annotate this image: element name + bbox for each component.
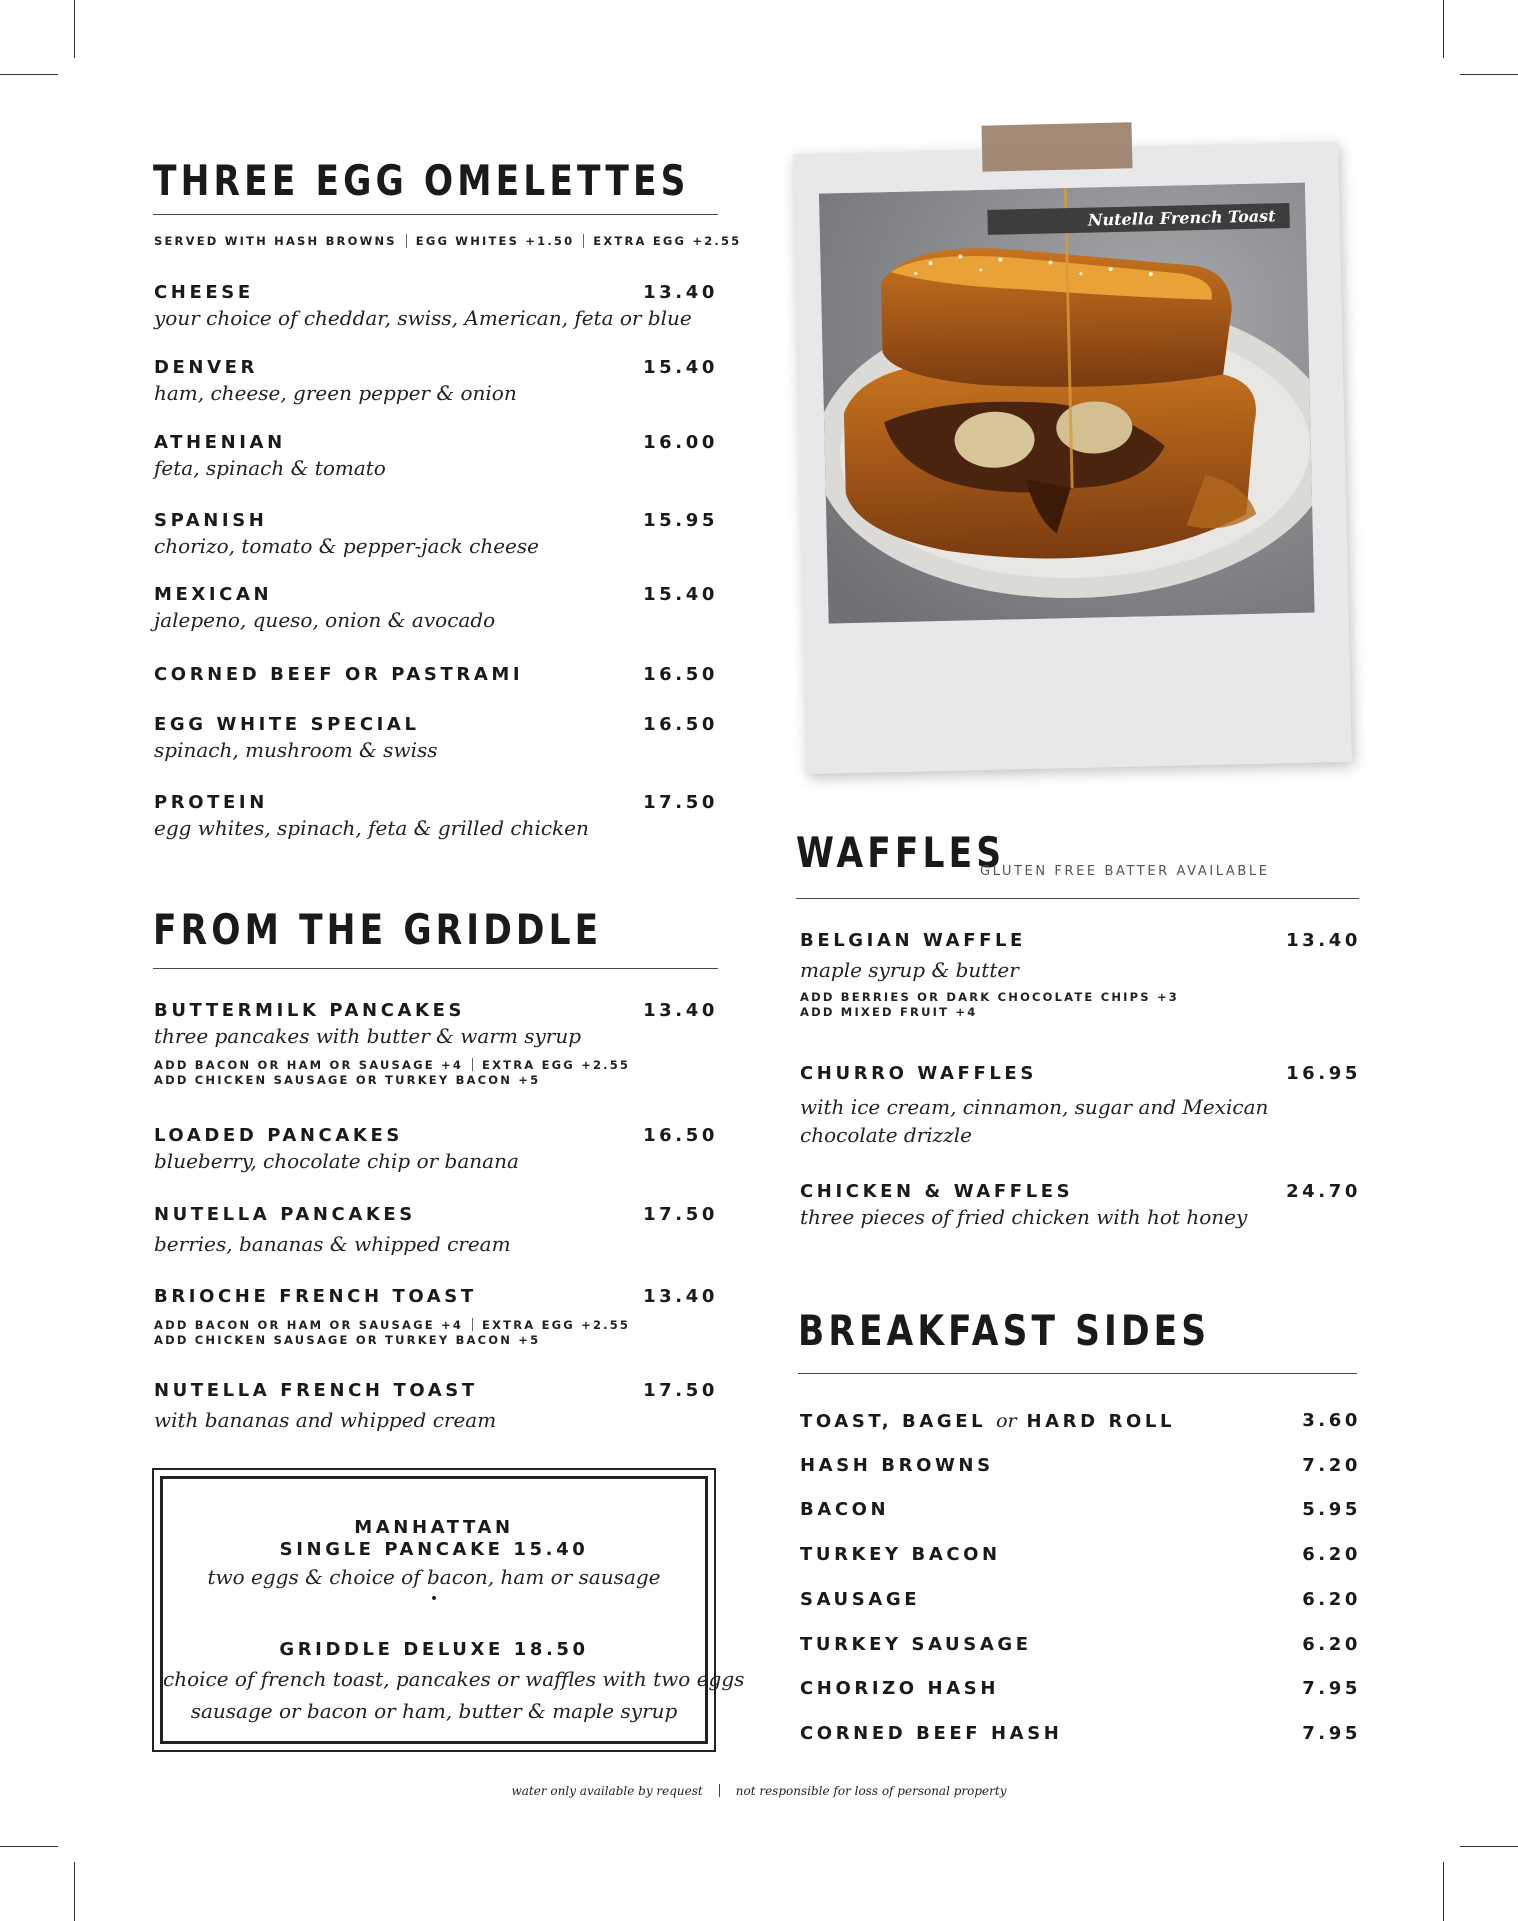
side-item (800, 1589, 1361, 1611)
sides-rule (798, 1373, 1357, 1374)
item-price: 16.50 (643, 664, 718, 685)
item-name: CHEESE (154, 282, 254, 303)
side-item (800, 1723, 1361, 1745)
menu-item (800, 1181, 1361, 1231)
item-addons (154, 1058, 718, 1073)
tape-strip (981, 122, 1132, 171)
item-description: with bananas and whipped cream (154, 1408, 497, 1432)
crop-mark (74, 0, 75, 58)
item-price: 3.60 (1302, 1410, 1361, 1431)
side-item (800, 1499, 1361, 1521)
item-name: HASH BROWNS (800, 1455, 994, 1476)
item-name: BRIOCHE FRENCH TOAST (154, 1286, 477, 1307)
item-name: SPANISH (154, 510, 268, 531)
omelettes-title: THREE EGG OMELETTES (153, 156, 690, 205)
side-item (800, 1455, 1361, 1477)
item-name: CORNED BEEF HASH (800, 1723, 1063, 1744)
item-price: 7.95 (1302, 1678, 1361, 1699)
french-toast-photo (819, 183, 1315, 624)
item-price: 13.40 (643, 1286, 718, 1307)
side-name-or: or (996, 1410, 1017, 1432)
item-price: 6.20 (1302, 1544, 1361, 1565)
item-description: your choice of cheddar, swiss, American, feta or blue (154, 306, 692, 330)
item-name: NUTELLA PANCAKES (154, 1204, 416, 1225)
special-manhattan-desc: two eggs & choice of bacon, ham or sausage (207, 1565, 661, 1589)
item-price: 7.20 (1302, 1455, 1361, 1476)
item-price: 6.20 (1302, 1589, 1361, 1610)
footer-water-note: water only available by request (511, 1784, 703, 1798)
side-item (800, 1544, 1361, 1566)
griddle-title: FROM THE GRIDDLE (153, 905, 603, 954)
note-extra-egg: EXTRA EGG +2.55 (593, 234, 742, 248)
gluten-free-note: GLUTEN FREE BATTER AVAILABLE (980, 864, 1270, 879)
item-price: 13.40 (643, 1000, 718, 1021)
griddle-rule (153, 968, 718, 969)
item-price: 17.50 (643, 1204, 718, 1225)
item-name: CHICKEN & WAFFLES (800, 1181, 1074, 1202)
crop-mark (1443, 0, 1444, 58)
item-name: TURKEY SAUSAGE (800, 1634, 1032, 1655)
addon-text: EXTRA EGG +2.55 (482, 1318, 631, 1332)
item-name: SAUSAGE (800, 1589, 921, 1610)
item-description: berries, bananas & whipped cream (154, 1232, 511, 1256)
item-description: chocolate drizzle (800, 1123, 972, 1147)
item-addons (154, 1318, 718, 1333)
item-name: EGG WHITE SPECIAL (154, 714, 420, 735)
special-deluxe-name: GRIDDLE DELUXE 18.50 (279, 1639, 589, 1660)
item-name: LOADED PANCAKES (154, 1125, 403, 1146)
item-name: MEXICAN (154, 584, 273, 605)
item-name: CORNED BEEF OR PASTRAMI (154, 664, 524, 685)
item-description: three pancakes with butter & warm syrup (154, 1024, 582, 1048)
item-description: ham, cheese, green pepper & onion (154, 381, 517, 405)
item-description: with ice cream, cinnamon, sugar and Mexican (800, 1095, 1269, 1119)
polaroid-photo (793, 142, 1352, 774)
special-manhattan-price: SINGLE PANCAKE 15.40 (279, 1539, 589, 1560)
crop-mark (1460, 74, 1518, 75)
menu-item (800, 1063, 1361, 1149)
special-manhattan-name: MANHATTAN (354, 1517, 514, 1538)
special-deluxe-desc-1: choice of french toast, pancakes or waffles with two eggs (163, 1667, 745, 1691)
menu-item (154, 510, 718, 560)
waffles-title: WAFFLES (796, 828, 1006, 877)
item-name: CHORIZO HASH (800, 1678, 999, 1699)
item-description: blueberry, chocolate chip or banana (154, 1149, 519, 1173)
menu-item (154, 664, 718, 686)
item-addons: ADD BERRIES OR DARK CHOCOLATE CHIPS +3 (800, 990, 1179, 1004)
footer-liability-note: not responsible for loss of personal property (735, 1784, 1007, 1798)
item-price: 15.40 (643, 357, 718, 378)
menu-item (800, 930, 1361, 1020)
item-description: maple syrup & butter (800, 958, 1019, 982)
item-description: jalepeno, queso, onion & avocado (154, 608, 496, 632)
menu-item (154, 282, 718, 332)
item-description: spinach, mushroom & swiss (154, 738, 438, 762)
item-price: 24.70 (1286, 1181, 1361, 1202)
item-name: DENVER (154, 357, 258, 378)
item-price: 15.95 (643, 510, 718, 531)
crop-mark (0, 1846, 58, 1847)
item-price: 16.95 (1286, 1063, 1361, 1084)
crop-mark (1443, 1862, 1444, 1921)
footer-separator (719, 1784, 720, 1797)
item-price: 16.50 (643, 1125, 718, 1146)
item-addons: ADD MIXED FRUIT +4 (800, 1005, 978, 1019)
addon-text: EXTRA EGG +2.55 (482, 1058, 631, 1072)
item-price: 17.50 (643, 1380, 718, 1401)
omelettes-rule (153, 214, 718, 215)
crop-mark (0, 74, 58, 75)
item-name: BELGIAN WAFFLE (800, 930, 1026, 951)
addon-text: ADD BACON OR HAM OR SAUSAGE +4 (154, 1058, 464, 1072)
item-name (800, 1410, 1361, 1433)
menu-item (154, 1125, 718, 1175)
specials-box (152, 1468, 745, 1752)
item-price: 16.50 (643, 714, 718, 735)
omelettes-notes (154, 234, 741, 248)
item-price: 13.40 (643, 282, 718, 303)
item-name: TURKEY BACON (800, 1544, 1001, 1565)
side-item (800, 1410, 1361, 1433)
special-deluxe-desc-2: sausage or bacon or ham, butter & maple syrup (190, 1699, 678, 1723)
item-name: CHURRO WAFFLES (800, 1063, 1037, 1084)
footer (0, 1784, 1518, 1798)
item-name: BACON (800, 1499, 890, 1520)
menu-item (154, 584, 718, 634)
item-price: 6.20 (1302, 1634, 1361, 1655)
sides-title: BREAKFAST SIDES (798, 1306, 1211, 1355)
menu-item (154, 1380, 718, 1434)
french-toast-illustration (819, 183, 1315, 624)
note-hash-browns: SERVED WITH HASH BROWNS (154, 234, 397, 248)
item-addons: ADD CHICKEN SAUSAGE OR TURKEY BACON +5 (154, 1073, 541, 1087)
item-description: feta, spinach & tomato (154, 456, 386, 480)
crop-mark (1460, 1846, 1518, 1847)
waffles-rule (796, 898, 1359, 899)
item-price: 17.50 (643, 792, 718, 813)
side-item (800, 1678, 1361, 1700)
item-price: 16.00 (643, 432, 718, 453)
item-name: BUTTERMILK PANCAKES (154, 1000, 466, 1021)
photo-caption: Nutella French Toast (988, 203, 1290, 235)
addon-text: ADD BACON OR HAM OR SAUSAGE +4 (154, 1318, 464, 1332)
menu-item (154, 1204, 718, 1258)
item-name: NUTELLA FRENCH TOAST (154, 1380, 478, 1401)
item-name: PROTEIN (154, 792, 268, 813)
item-price: 13.40 (1286, 930, 1361, 951)
item-description: chorizo, tomato & pepper-jack cheese (154, 534, 539, 558)
menu-item (154, 357, 718, 407)
menu-item (154, 1000, 718, 1088)
side-name-part: HARD ROLL (1016, 1411, 1176, 1432)
item-price: 7.95 (1302, 1723, 1361, 1744)
menu-item (154, 1286, 718, 1348)
menu-item (154, 792, 718, 842)
note-egg-whites: EGG WHITES +1.50 (415, 234, 575, 248)
item-name: ATHENIAN (154, 432, 286, 453)
item-addons: ADD CHICKEN SAUSAGE OR TURKEY BACON +5 (154, 1333, 541, 1347)
item-description: egg whites, spinach, feta & grilled chicken (154, 816, 589, 840)
menu-item (154, 432, 718, 482)
special-bullet: • (429, 1591, 439, 1607)
item-price: 15.40 (643, 584, 718, 605)
menu-item (154, 714, 718, 764)
side-item (800, 1634, 1361, 1656)
specials-box-inner (160, 1476, 745, 1744)
side-name-part: TOAST, BAGEL (800, 1411, 997, 1432)
item-price: 5.95 (1302, 1499, 1361, 1520)
item-description: three pieces of fried chicken with hot honey (800, 1205, 1248, 1229)
crop-mark (74, 1862, 75, 1921)
